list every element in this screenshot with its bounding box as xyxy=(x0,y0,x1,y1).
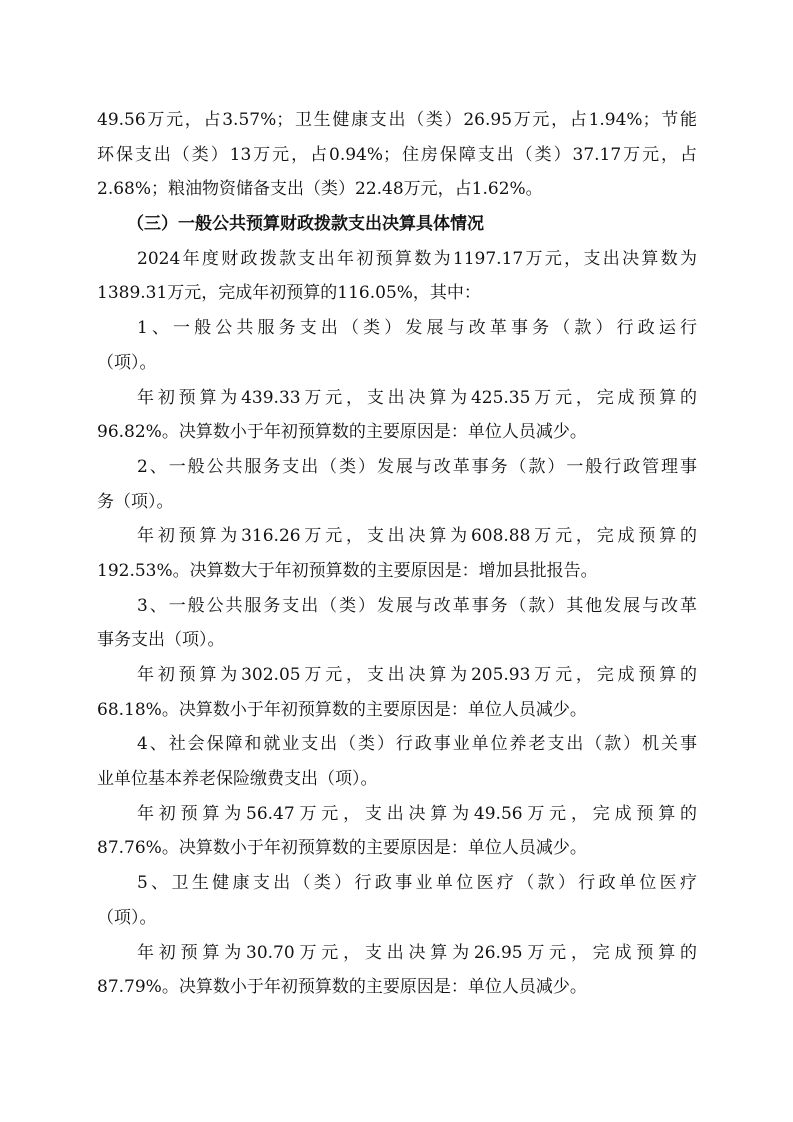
item-title-line: 4、社会保障和就业支出（类）行政事业单位养老支出（款）机关事 xyxy=(137,734,697,755)
paragraph-line: 年初预算为30.70万元，支出决算为26.95万元，完成预算的 xyxy=(137,942,697,963)
item-title-line: 3、一般公共服务支出（类）发展与改革事务（款）其他发展与改革 xyxy=(137,595,697,616)
document-body xyxy=(97,103,697,1005)
paragraph-line: 68.18%。决算数小于年初预算数的主要原因是：单位人员减少。 xyxy=(97,699,587,720)
item-title-line: 务（项）。 xyxy=(97,491,174,512)
item-title-line: 1、一般公共服务支出（类）发展与改革事务（款）行政运行 xyxy=(137,318,697,339)
paragraph-line: 192.53%。决算数大于年初预算数的主要原因是：增加县批报告。 xyxy=(97,560,598,581)
paragraph-line: 年初预算为302.05万元，支出决算为205.93万元，完成预算的 xyxy=(137,665,697,685)
item-title-line: （项）。 xyxy=(97,352,157,373)
paragraph-line: 年初预算为316.26万元，支出决算为608.88万元，完成预算的 xyxy=(137,526,697,547)
paragraph-line: 2.68%；粮油物资储备支出（类）22.48万元，占1.62%。 xyxy=(97,179,543,200)
paragraph-line: 87.76%。决算数小于年初预算数的主要原因是：单位人员减少。 xyxy=(97,838,587,859)
paragraph-line: 1389.31万元，完成年初预算的116.05%，其中： xyxy=(97,283,481,304)
paragraph-line: 2024年度财政拨款支出年初预算数为1197.17万元，支出决算数为 xyxy=(137,248,697,269)
section-heading: （三）一般公共预算财政拨款支出决算具体情况 xyxy=(127,214,484,235)
paragraph-line: 96.82%。决算数小于年初预算数的主要原因是：单位人员减少。 xyxy=(97,422,587,443)
item-title-line: 2、一般公共服务支出（类）发展与改革事务（款）一般行政管理事 xyxy=(137,456,697,477)
item-title-line: 事务支出（项）。 xyxy=(97,630,225,651)
item-title-line: （项）。 xyxy=(97,907,157,928)
paragraph-line: 年初预算为439.33万元，支出决算为425.35万元，完成预算的 xyxy=(137,387,697,408)
item-title-line: 5、卫生健康支出（类）行政事业单位医疗（款）行政单位医疗 xyxy=(137,873,697,894)
paragraph-line: 环保支出（类）13万元，占0.94%；住房保障支出（类）37.17万元，占 xyxy=(97,144,697,165)
paragraph-line: 49.56万元，占3.57%；卫生健康支出（类）26.95万元，占1.94%；节能 xyxy=(97,110,697,130)
item-title-line: 业单位基本养老保险缴费支出（项）。 xyxy=(97,769,378,790)
paragraph-line: 年初预算为56.47万元，支出决算为49.56万元，完成预算的 xyxy=(137,803,697,824)
paragraph-line: 87.79%。决算数小于年初预算数的主要原因是：单位人员减少。 xyxy=(97,977,587,998)
